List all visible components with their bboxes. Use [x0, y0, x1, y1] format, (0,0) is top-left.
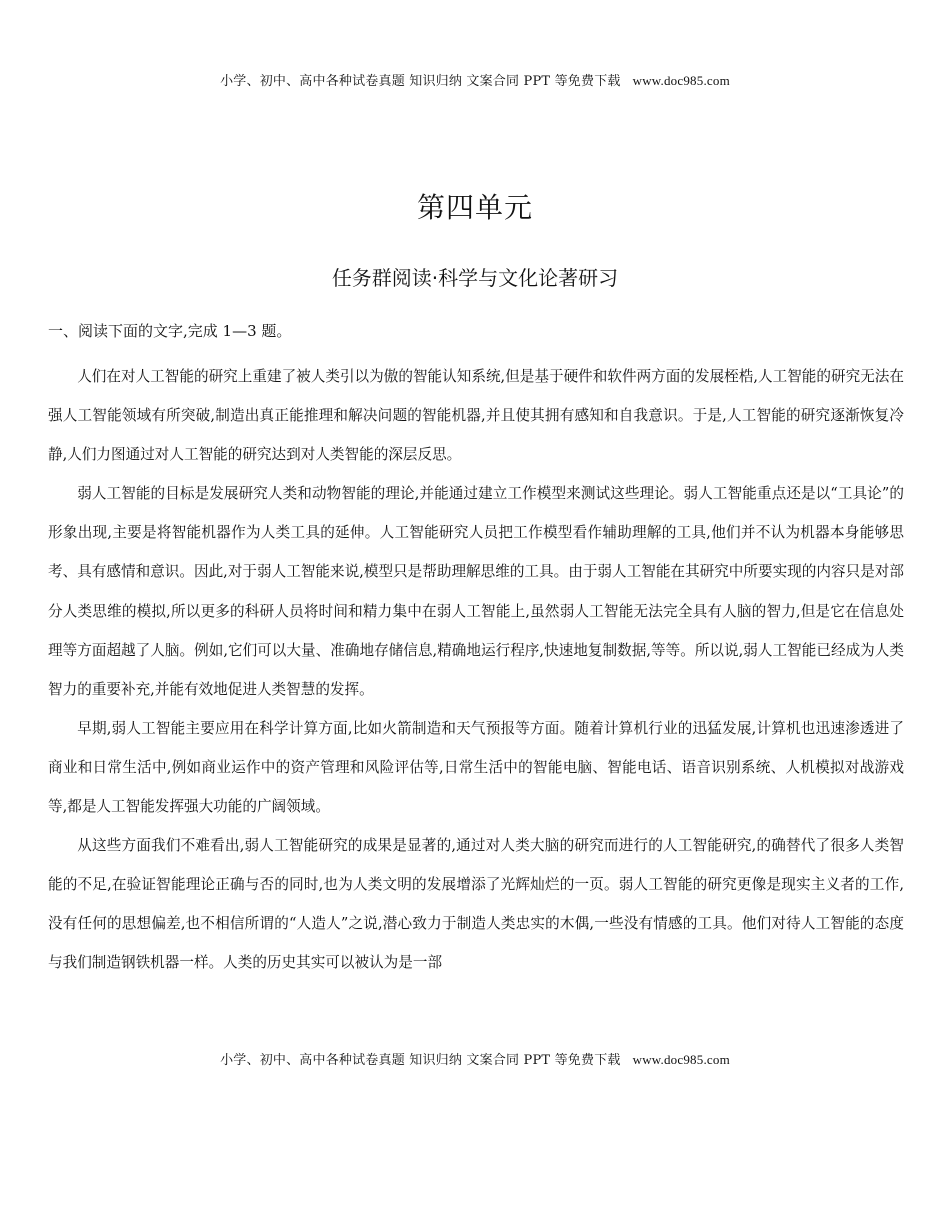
footer-text: 小学、初中、高中各种试卷真题 知识归纳 文案合同 PPT 等免费下载: [220, 1053, 621, 1068]
page-footer: [0, 1049, 950, 1068]
footer-url[interactable]: www.doc985.com: [632, 1052, 730, 1067]
header-url[interactable]: www.doc985.com: [632, 73, 730, 88]
header-text: 小学、初中、高中各种试卷真题 知识归纳 文案合同 PPT 等免费下载: [220, 74, 621, 89]
paragraph-3: 早期,弱人工智能主要应用在科学计算方面,比如火箭制造和天气预报等方面。随着计算机行业的迅猛发展,计算机也迅速渗透进了商业和日常生活中,例如商业运作中的资产管理和风险评估等,日常生活中的智能电脑、智能电话、语音识别系统、人机模拟对战游戏等,都是人工智能发挥强大功能的广阔领域。: [48, 719, 904, 816]
question-instruction: 一、阅读下面的文字,完成 1—3 题。: [48, 322, 292, 340]
page-header: [0, 70, 950, 89]
unit-title: 第四单元: [416, 191, 533, 224]
section-subtitle: 任务群阅读·科学与文化论著研习: [331, 266, 619, 290]
paragraph-1: 人们在对人工智能的研究上重建了被人类引以为傲的智能认知系统,但是基于硬件和软件两方面的发展桎梏,人工智能的研究无法在强人工智能领域有所突破,制造出真正能推理和解决问题的智能机器,并且使其拥有感知和自我意识。于是,人工智能的研究逐渐恢复冷静,人们力图通过对人工智能的研究达到对人类智能的深层反思。: [48, 368, 904, 464]
reading-passage: [48, 357, 904, 983]
paragraph-2: 弱人工智能的目标是发展研究人类和动物智能的理论,并能通过建立工作模型来测试这些理论。弱人工智能重点还是以“工具论”的形象出现,主要是将智能机器作为人类工具的延伸。人工智能研究人员把工作模型看作辅助理解的工具,他们并不认为机器本身能够思考、具有感情和意识。因此,对于弱人工智能来说,模型只是帮助理解思维的工具。由于弱人工智能在其研究中所要实现的内容只是对部分人类思维的模拟,所以更多的科研人员将时间和精力集中在弱人工智能上,虽然弱人工智能无法完全具有人脑的智力,但是它在信息处理等方面超越了人脑。例如,它们可以大量、准确地存储信息,精确地运行程序,快速地复制数据,等等。所以说,弱人工智能已经成为人类智力的重要补充,并能有效地促进人类智慧的发挥。: [48, 485, 904, 698]
paragraph-4: 从这些方面我们不难看出,弱人工智能研究的成果是显著的,通过对人类大脑的研究而进行的人工智能研究,的确替代了很多人类智能的不足,在验证智能理论正确与否的同时,也为人类文明的发展增添了光辉灿烂的一页。弱人工智能的研究更像是现实主义者的工作,没有任何的思想偏差,也不相信所谓的“人造人”之说,潜心致力于制造人类忠实的木偶,一些没有情感的工具。他们对待人工智能的态度与我们制造钢铁机器一样。人类的历史其实可以被认为是一部: [48, 837, 904, 972]
